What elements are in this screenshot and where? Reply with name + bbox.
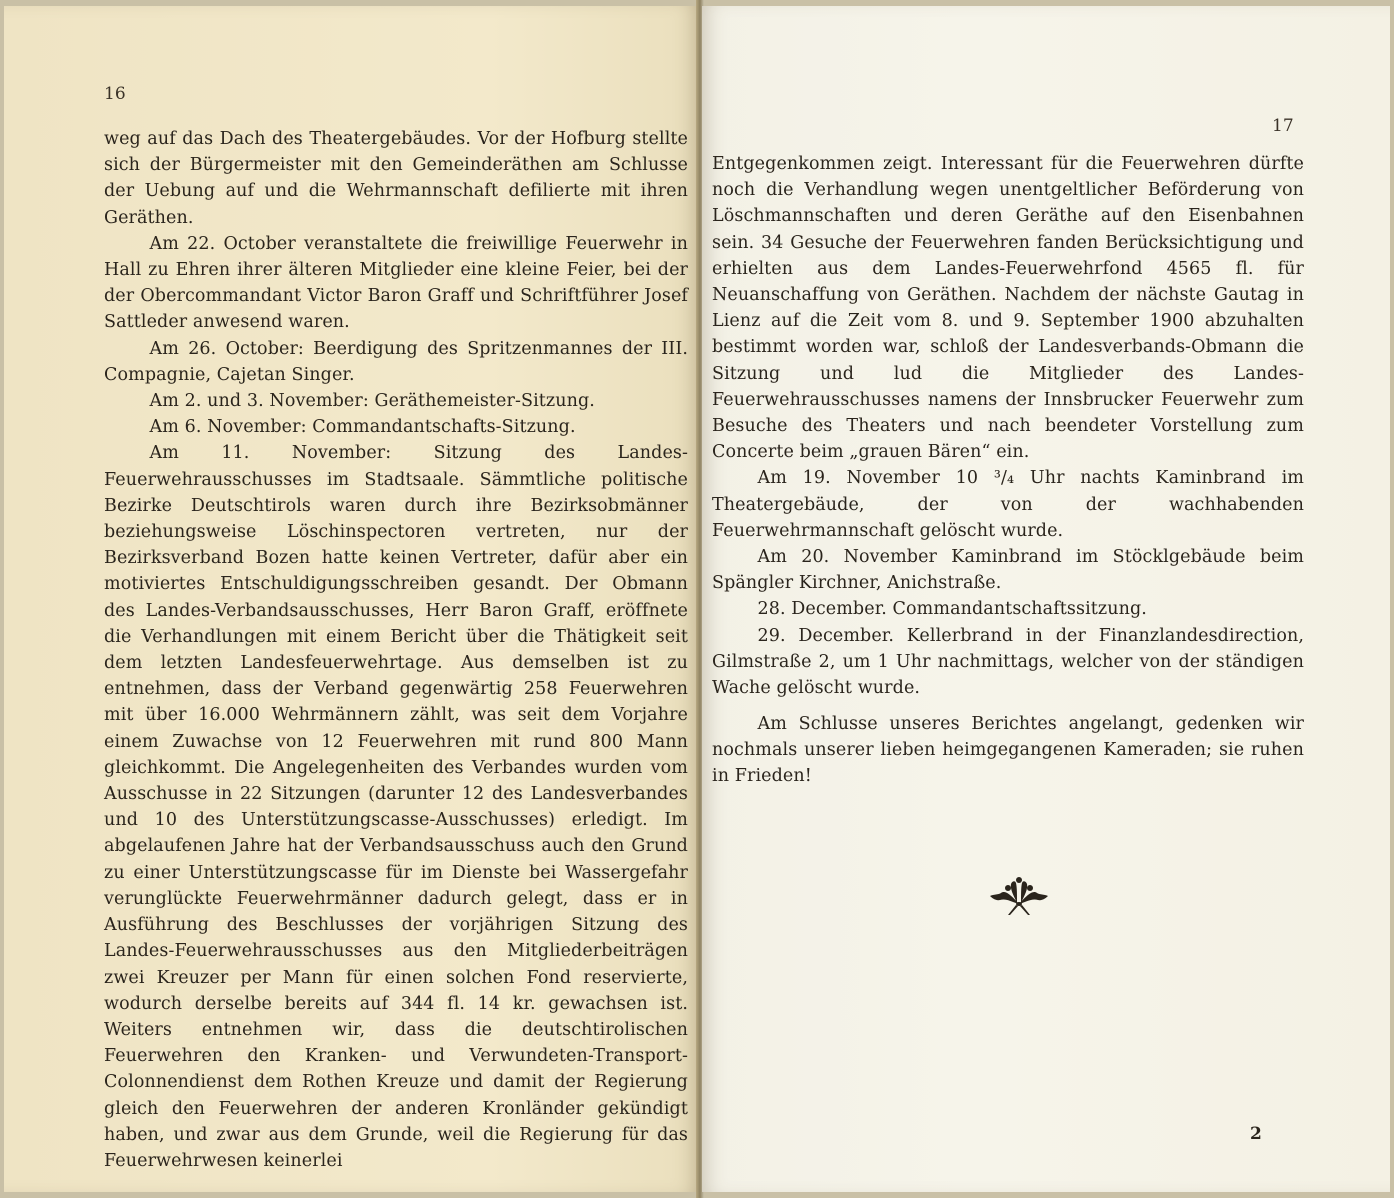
- paragraph: Am 26. October: Beerdigung des Spritzenmannes der III. Compagnie, Cajetan Singer.: [104, 338, 688, 385]
- paragraph: Entgegenkommen zeigt. Interessant für die Feuerwehren dürfte noch die Verhandlung wegen unentgeltlicher Beförderung von Löschmannschaften und deren Geräthe auf den Eisenbahnen sein. 34 Gesuche der Feuerwehren fanden Berücksichtigung und erhielten aus dem Landes-Feuerwehrfond 4565 fl. für Neuanschaffung von Geräthen. Nachdem der nächste Gautag in Lienz auf die Zeit vom 8. und 9. September 1900 abzuhalten bestimmt worden war, schloß der Landesverbands-Obmann die Sitzung und lud die Mitglieder des Landes-Feuerwehrausschusses namens der Innsbrucker Feuerwehr zum Besuche des Theaters und nach beendeter Vorstellung zum Concerte beim „grauen Bären“ ein.: [712, 154, 1304, 463]
- paragraph: Am 2. und 3. November: Geräthemeister-Sitzung.: [149, 391, 595, 412]
- paragraph: Am 11. November: Sitzung des Landes-Feuerwehrausschusses im Stadtsaale. Sämmtliche politische Bezirke Deutschtirols waren durch ihre Bezirksobmänner beziehungsweise Löschinspectoren vertreten, nur der Bezirksverband Bozen hatte keinen Vertreter, dafür aber ein motiviertes Entschuldigungsschreiben gesandt. Der Obmann des Landes-Verbandsausschusses, Herr Baron Graff, eröffnete die Verhandlungen mit einem Bericht über die Thätigkeit seit dem letzten Landesfeuerwehrtage. Aus demselben ist zu entnehmen, dass der Verband gegenwärtig 258 Feuerwehren mit über 16.000 Wehrmännern zählt, was seit dem Vorjahre einem Zuwachse von 12 Feuerwehren mit rund 800 Mann gleichkommt. Die Angelegenheiten des Verbandes wurden vom Ausschusse in 22 Sitzungen (darunter 12 des Landesverbandes und 10 des Unterstützungscasse-Ausschusses) erledigt. Im abgelaufenen Jahre hat der Verbandsausschuss auch den Grund zu einer Unterstützungscasse für im Dienste bei Wassergefahr verunglückte Feuerwehrmänner dadurch gelegt, dass er in Ausführung des Beschlusses der vorjährigen Sitzung des Landes-Feuerwehrausschusses aus den Mitgliederbeiträgen zwei Kreuzer per Mann für einen solchen Fond reservierte, wodurch derselbe bereits auf 344 fl. 14 kr. gewachsen ist. Weiters entnehmen wir, dass die deutschtirolischen Feuerwehren den Kranken- und Verwundeten-Transport-Colonnendienst dem Rothen Kreuze und damit der Regierung gleich den Feuerwehren der anderen Kronländer gekündigt haben, und zwar aus dem Grunde, weil die Regierung für das Feuerwehrwesen keinerlei: [104, 443, 688, 1171]
- paragraph: Am 20. November Kaminbrand im Stöcklgebäude beim Spängler Kirchner, Anichstraße.: [712, 547, 1304, 594]
- paragraph: Am Schlusse unseres Berichtes angelangt, gedenken wir nochmals unserer lieben heimgegangenen Kameraden; sie ruhen in Frieden!: [712, 714, 1304, 787]
- paragraph: weg auf das Dach des Theatergebäudes. Vor der Hofburg stellte sich der Bürgermeister mit den Gemeinderäthen am Schlusse der Uebung auf und die Wehrmannschaft defilierte mit ihren Geräthen.: [104, 129, 688, 228]
- paragraph: 28. December. Commandantschaftssitzung.: [757, 599, 1147, 620]
- left-page-body: [104, 126, 688, 1174]
- left-page: [4, 6, 698, 1192]
- paragraph: Am 19. November 10 ³/₄ Uhr nachts Kaminbrand im Theatergebäude, der von der wachhabenden Feuerwehrmannschaft gelöscht wurde.: [712, 468, 1304, 541]
- right-page: [702, 6, 1390, 1192]
- closing-paragraph: [712, 711, 1304, 790]
- right-page-body: [712, 151, 1304, 701]
- signature-mark: 2: [1250, 1124, 1262, 1144]
- page-number-left: 16: [104, 84, 126, 104]
- oak-leaf-ornament-icon: [986, 874, 1052, 916]
- page-number-right: 17: [1272, 116, 1294, 136]
- paragraph: 29. December. Kellerbrand in der Finanzlandesdirection, Gilmstraße 2, um 1 Uhr nachmittags, welcher von der ständigen Wache gelöscht wurde.: [712, 625, 1304, 699]
- paragraph: Am 6. November: Commandantschafts-Sitzung.: [149, 417, 576, 438]
- paragraph: Am 22. October veranstaltete die freiwillige Feuerwehr in Hall zu Ehren ihrer älteren Mitglieder eine kleine Feier, bei der der Obercommandant Victor Baron Graff und Schriftführer Josef Sattleder anwesend waren.: [104, 233, 688, 333]
